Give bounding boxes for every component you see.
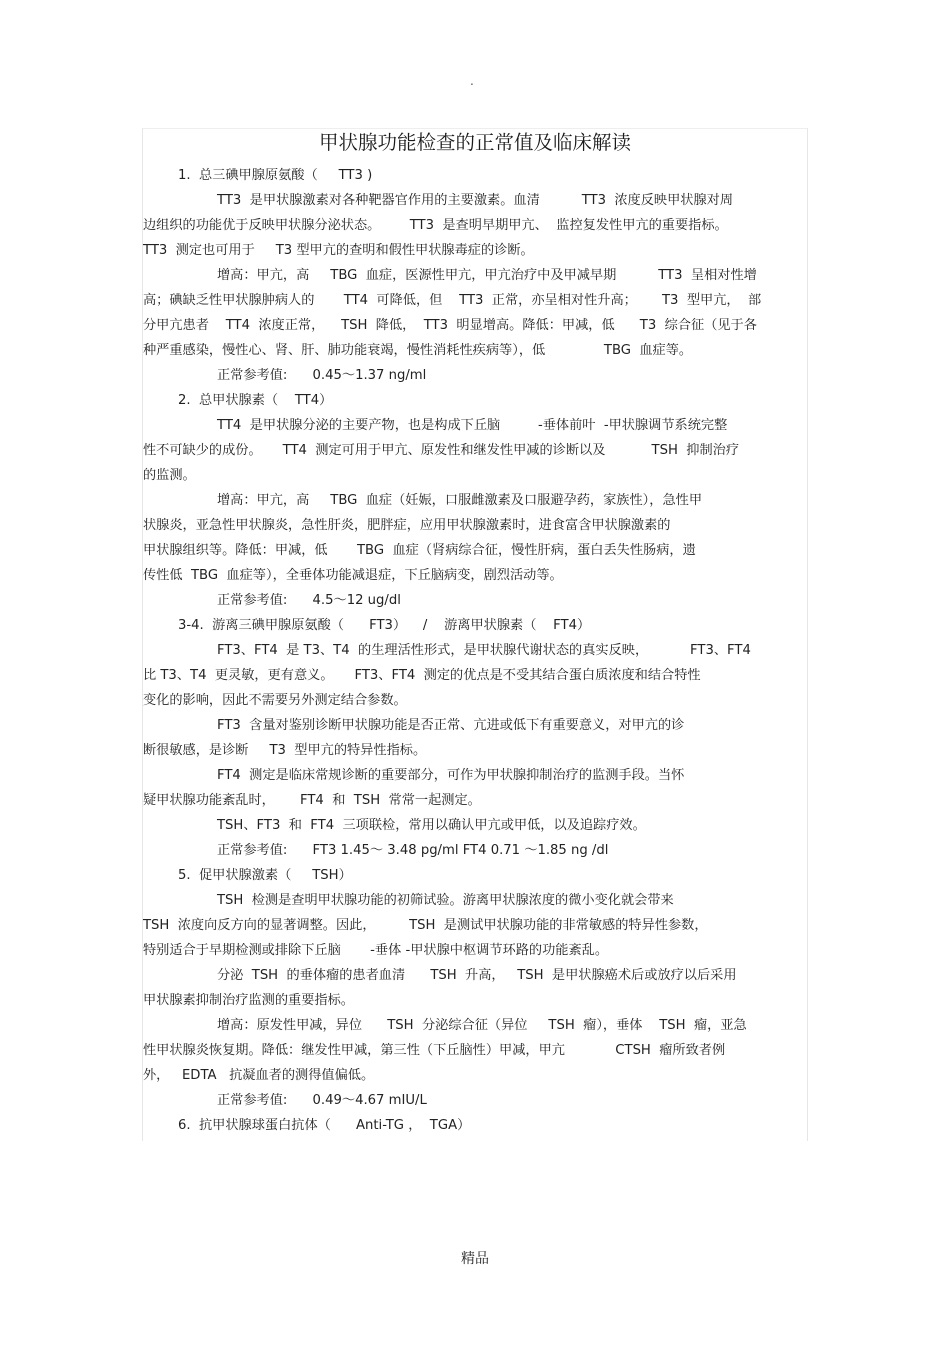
paragraph-line: 性不可缺少的成份。 TT4 测定可用于甲亢、原发性和继发性甲减的诊断以及 TSH 抑制治疗 bbox=[143, 443, 740, 458]
section-heading-tt3: 1. 总三碘甲腺原氨酸（ TT3 ) bbox=[178, 168, 373, 183]
paragraph-line: TT3 测定也可用于 T3 型甲亢的查明和假性甲状腺毒症的诊断。 bbox=[143, 243, 534, 258]
paragraph-line: 断很敏感，是诊断 T3 型甲亢的特异性指标。 bbox=[143, 743, 427, 758]
paragraph-line: 种严重感染，慢性心、肾、肝、肺功能衰竭，慢性消耗性疾病等），低 TBG 血症等。 bbox=[143, 343, 693, 358]
paragraph-line: 状腺炎，亚急性甲状腺炎，急性肝炎，肥胖症，应用甲状腺激素时，进食富含甲状腺激素的 bbox=[143, 518, 671, 533]
paragraph-line: 变化的影响，因此不需要另外测定结合参数。 bbox=[143, 693, 407, 708]
paragraph-line: 增高：原发性甲减，异位 TSH 分泌综合征（异位 TSH 瘤），垂体 TSH 瘤，亚急 bbox=[217, 1018, 747, 1033]
paragraph-line: TT3 是甲状腺激素对各种靶器官作用的主要激素。血清 TT3 浓度反映甲状腺对周 bbox=[217, 193, 734, 208]
paragraph-line: 比 T3、T4 更灵敏，更有意义。 FT3、FT4 测定的优点是不受其结合蛋白质浓度和结合特性 bbox=[143, 668, 701, 683]
paragraph-line: 外， EDTA 抗凝血者的测得值偏低。 bbox=[143, 1068, 375, 1083]
reference-value-tsh: 正常参考值: 0.49～4.67 mIU/L bbox=[217, 1093, 427, 1108]
paragraph-line: 疑甲状腺功能紊乱时， FT4 和 TSH 常常一起测定。 bbox=[143, 793, 481, 808]
reference-value-tt4: 正常参考值: 4.5～12 ug/dl bbox=[217, 593, 401, 608]
document-body bbox=[143, 130, 807, 1138]
paragraph-line: 分泌 TSH 的垂体瘤的患者血清 TSH 升高， TSH 是甲状腺癌术后或放疗以后采用 bbox=[217, 968, 737, 983]
paragraph-line: FT3、FT4 是 T3、T4 的生理活性形式，是甲状腺代谢状态的真实反映， FT3、FT4 bbox=[217, 643, 751, 658]
section-heading-tga: 6. 抗甲状腺球蛋白抗体（ Anti-TG ， TGA） bbox=[178, 1118, 471, 1133]
paragraph-line: 边组织的功能优于反映甲状腺分泌状态。 TT3 是查明早期甲亢、 监控复发性甲亢的重要指标。 bbox=[143, 218, 728, 233]
reference-value-tt3: 正常参考值: 0.45～1.37 ng/ml bbox=[217, 368, 427, 383]
paragraph-line: 的监测。 bbox=[143, 468, 196, 483]
page-dot-mark: . bbox=[470, 74, 474, 88]
paragraph-line: 甲状腺素抑制治疗监测的重要指标。 bbox=[143, 993, 354, 1008]
paragraph-line: 分甲亢患者 TT4 浓度正常， TSH 降低， TT3 明显增高。降低：甲减，低 T3 综合征（见于各 bbox=[143, 318, 757, 333]
paragraph-line: TSH 检测是查明甲状腺功能的初筛试验。游离甲状腺浓度的微小变化就会带来 bbox=[217, 893, 674, 908]
paragraph-line: TSH、FT3 和 FT4 三项联检，常用以确认甲亢或甲低，以及追踪疗效。 bbox=[217, 818, 646, 833]
paragraph-line: 传性低 TBG 血症等），全垂体功能减退症，下丘脑病变，剧烈活动等。 bbox=[143, 568, 563, 583]
paragraph-line: TT4 是甲状腺分泌的主要产物，也是构成下丘脑 -垂体前叶 -甲状腺调节系统完整 bbox=[217, 418, 728, 433]
page-footer: 精品 bbox=[461, 1251, 489, 1267]
paragraph-line: 特别适合于早期检测或排除下丘脑 -垂体 -甲状腺中枢调节环路的功能紊乱。 bbox=[143, 943, 609, 958]
paragraph-line: TSH 浓度向反方向的显著调整。因此， TSH 是测试甲状腺功能的非常敏感的特异性参数， bbox=[143, 918, 708, 933]
section-heading-tt4: 2. 总甲状腺素（ TT4） bbox=[178, 393, 333, 408]
section-heading-ft3-ft4: 3-4. 游离三碘甲腺原氨酸（ FT3） / 游离甲状腺素（ FT4） bbox=[178, 618, 591, 633]
paragraph-line: FT4 测定是临床常规诊断的重要部分，可作为甲状腺抑制治疗的监测手段。当怀 bbox=[217, 768, 685, 783]
paragraph-line: 性甲状腺炎恢复期。降低：继发性甲减，第三性（下丘脑性）甲减，甲亢 CTSH 瘤所致者例 bbox=[143, 1043, 726, 1058]
paragraph-line: 增高：甲亢，高 TBG 血症，医源性甲亢，甲亢治疗中及甲减早期 TT3 呈相对性增 bbox=[217, 268, 757, 283]
document-title: 甲状腺功能检查的正常值及临床解读 bbox=[318, 131, 631, 154]
paragraph-line: 增高：甲亢，高 TBG 血症（妊娠，口服雌激素及口服避孕药，家族性），急性甲 bbox=[217, 493, 703, 508]
section-heading-tsh: 5. 促甲状腺激素（ TSH） bbox=[178, 868, 352, 883]
paragraph-line: 甲状腺组织等。降低：甲减，低 TBG 血症（肾病综合征，慢性肝病，蛋白丢失性肠病，遗 bbox=[143, 543, 696, 558]
paragraph-line: FT3 含量对鉴别诊断甲状腺功能是否正常、亢进或低下有重要意义，对甲亢的诊 bbox=[217, 718, 685, 733]
paragraph-line: 高；碘缺乏性甲状腺肿病人的 TT4 可降低，但 TT3 正常，亦呈相对性升高； T3 型甲亢， 部 bbox=[143, 293, 762, 308]
reference-value-ft3-ft4: 正常参考值: FT3 1.45～ 3.48 pg/ml FT4 0.71 ～1.85 ng /dl bbox=[217, 843, 609, 858]
